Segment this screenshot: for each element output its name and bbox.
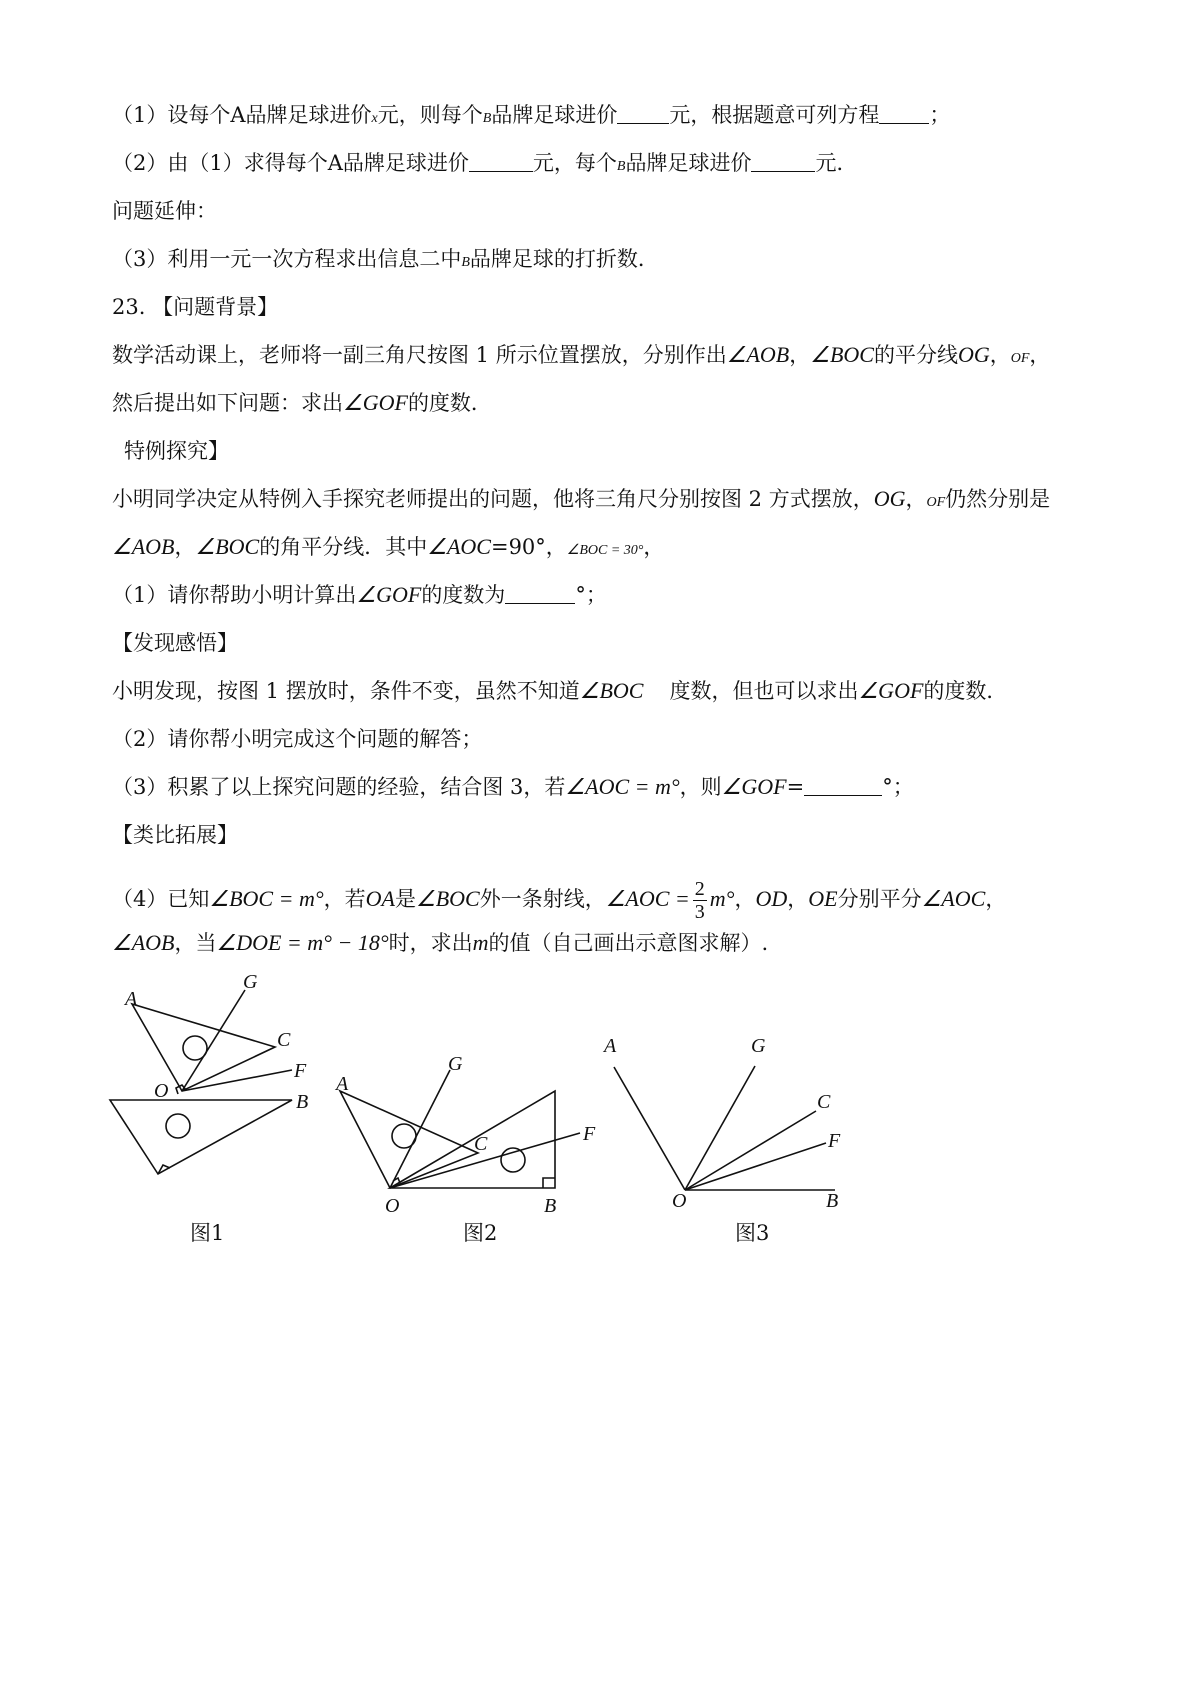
fig1-label-a: A	[125, 988, 138, 1010]
q22-part2: （2）由（1）求得每个A品牌足球进价 元，每个B品牌足球进价 元．	[112, 151, 858, 175]
q23-heading: 23. 【问题背景】	[112, 295, 279, 319]
fig1-label-o: O	[154, 1080, 169, 1102]
q23-background-line1: 数学活动课上，老师将一副三角尺按图 1 所示位置摆放，分别作出∠AOB，∠BOC的平分线OG，OF，	[112, 342, 1051, 367]
fig1-label-f: F	[294, 1060, 307, 1082]
fig2-label-o: O	[385, 1195, 400, 1217]
figure-2-drawing	[340, 1070, 580, 1188]
fig2-label-g: G	[448, 1053, 463, 1075]
figure-3-caption: 图3	[735, 1221, 770, 1245]
extension-q4-line2: ∠AOB，当∠DOE = m° − 18°时，求出m的值（自己画出示意图求解）.	[112, 930, 769, 955]
fig3-label-b: B	[826, 1190, 839, 1212]
fig1-label-b: B	[296, 1091, 309, 1113]
figure-1-drawing	[110, 990, 292, 1174]
fig2-label-a: A	[336, 1073, 349, 1095]
extension-q4: （4）已知∠BOC = m°，若OA是∠BOC外一条射线，∠AOC = $\frac{2}{3}$ m°，OD，OE分别平分∠AOC，	[112, 878, 1007, 923]
fig2-label-f: F	[583, 1123, 596, 1145]
fig3-label-f: F	[828, 1130, 841, 1152]
q22-extension-title: 问题延伸：	[112, 199, 217, 223]
special-case-q1: （1）请你帮助小明计算出∠GOF的度数为 °；	[112, 582, 607, 607]
fig2-label-c: C	[474, 1133, 488, 1155]
discovery-title: 【发现感悟】	[112, 631, 238, 655]
q23-background-line2: 然后提出如下问题：求出∠GOF的度数．	[112, 390, 492, 415]
special-case-line2: ∠AOB，∠BOC的角平分线．其中∠AOC=90°，∠BOC = 30°，	[112, 534, 665, 559]
extension-title: 【类比拓展】	[112, 823, 238, 847]
fig1-label-g: G	[243, 971, 258, 993]
fig3-label-o: O	[672, 1190, 687, 1212]
figure-3-drawing	[614, 1066, 835, 1190]
discovery-q2: （2）请你帮小明完成这个问题的解答；	[112, 727, 483, 751]
special-case-title: 特例探究】	[124, 439, 229, 463]
fig3-label-g: G	[751, 1035, 766, 1057]
figure-2-caption: 图2	[463, 1221, 498, 1245]
special-case-line1: 小明同学决定从特例入手探究老师提出的问题，他将三角尺分别按图 2 方式摆放，OG，OF仍然分别是	[112, 486, 1051, 511]
fig3-label-c: C	[817, 1091, 831, 1113]
discovery-q3: （3）积累了以上探究问题的经验，结合图 3，若∠AOC = m°，则∠GOF= °；	[112, 774, 914, 799]
fig3-label-a: A	[604, 1035, 617, 1057]
q22-part3: （3）利用一元一次方程求出信息二中B品牌足球的打折数．	[112, 247, 659, 271]
figure-1-caption: 图1	[190, 1221, 225, 1245]
fig1-label-c: C	[277, 1029, 291, 1051]
fig2-label-b: B	[544, 1195, 557, 1217]
q22-part1: （1）设每个A品牌足球进价x元，则每个B品牌足球进价 元，根据题意可列方程 ；	[112, 103, 951, 127]
fraction: $\frac{2}{3}$	[694, 878, 705, 923]
discovery-line1: 小明发现，按图 1 摆放时，条件不变，虽然不知道∠BOC 度数，但也可以求出∠GOF的度数．	[112, 678, 1008, 703]
